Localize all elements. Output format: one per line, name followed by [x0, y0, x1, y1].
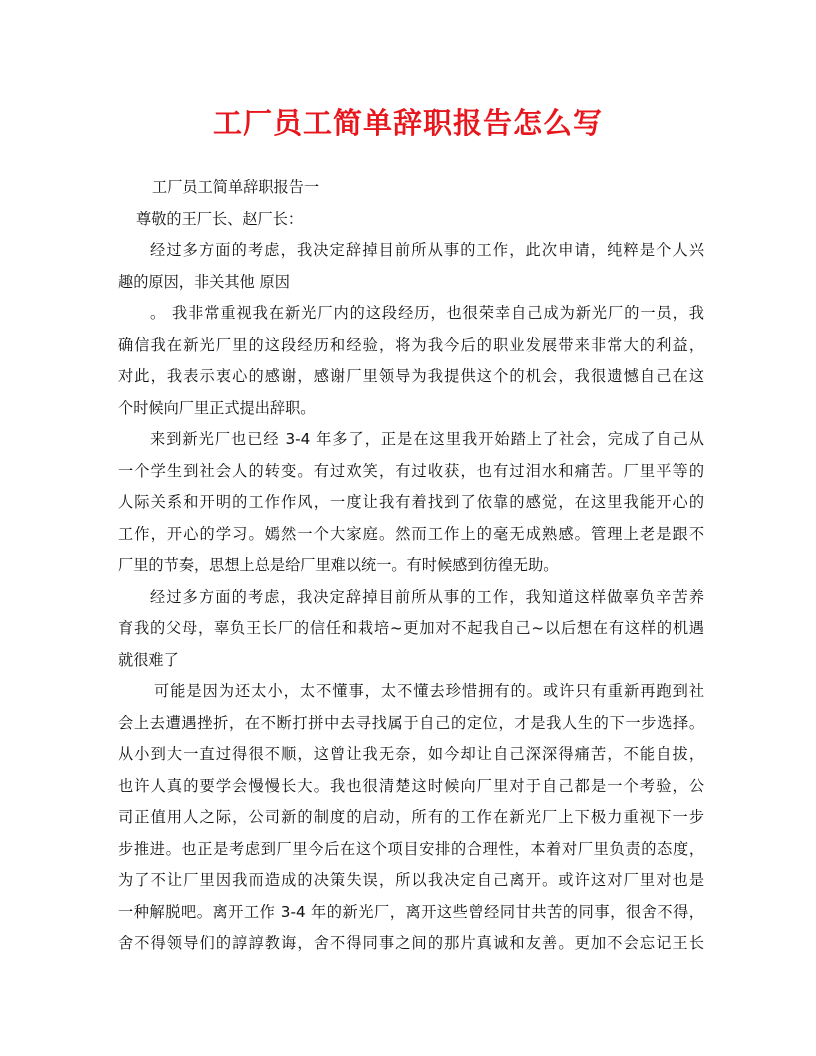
text-line: 从小到大一直过得很不顺，这曾让我无奈，如今却让自己深深得痛苦，不能自拔，	[118, 745, 704, 763]
text-line: 就很难了	[118, 650, 179, 669]
text-line: 对此，我表示衷心的感谢，感谢厂里领导为我提供这个的机会，我很遗憾自己在这	[118, 367, 704, 385]
paragraph-1	[118, 235, 704, 298]
text-line: 确信我在新光厂里的这段经历和经验，将为我今后的职业发展带来非常大的利益，	[118, 335, 704, 354]
paragraph-2	[118, 298, 704, 424]
paragraph-5	[118, 676, 704, 960]
document-title: 工厂员工简单辞职报告怎么写	[212, 106, 603, 140]
text-line: 趣的原因，非关其他 原因	[118, 272, 290, 291]
text-line: 经过多方面的考虑，我决定辞掉目前所从事的工作，我知道这样做辜负辛苦养	[150, 587, 704, 606]
text-line: 来到新光厂也已经 3-4 年多了，正是在这里我开始踏上了社会，完成了自己从	[150, 430, 704, 448]
text-line: 工作，开心的学习。嫣然一个大家庭。然而工作上的毫无成熟感。管理上老是跟不	[118, 524, 704, 543]
text-line: 为了不让厂里因我而造成的决策失误，所以我决定自己离开。或许这对厂里对也是	[118, 871, 704, 889]
section-heading: 工厂员工简单辞职报告一	[152, 178, 320, 196]
text-line: 育我的父母，辜负王长厂的信任和栽培~更加对不起我自己~以后想在有这样的机遇	[118, 619, 704, 637]
text-line: 厂里的节奏，思想上总是给厂里难以统一。有时候感到彷徨无助。	[118, 556, 559, 574]
text-line: 一个学生到社会人的转变。有过欢笑，有过收获，也有过泪水和痛苦。厂里平等的	[118, 461, 704, 480]
text-line: 一种解脱吧。离开工作 3-4 年的新光厂，离开这些曾经同甘共苦的同事，很舍不得，	[118, 902, 704, 921]
paragraph-4	[118, 582, 704, 677]
text-line: 个时候向厂里正式提出辞职。	[118, 398, 316, 417]
salutation: 尊敬的王厂长、赵厂长：	[136, 209, 304, 228]
text-line: 舍不得领导们的諄諄教诲，舍不得同事之间的那片真诚和友善。更加不会忘记王长	[118, 934, 704, 952]
text-line: 。 我非常重视我在新光厂内的这段经历，也很荣幸自己成为新光厂的一员，我	[150, 304, 704, 322]
text-line: 可能是因为还太小，太不懂事，太不懂去珍惜拥有的。或许只有重新再跑到社	[154, 682, 704, 700]
text-line: 会上去遭遇挫折，在不断打拼中去寻找属于自己的定位，才是我人生的下一步选择。	[118, 713, 704, 732]
text-line: 步推进。也正是考虑到厂里今后在这个项目安排的合理性，本着对厂里负责的态度，	[118, 839, 704, 858]
paragraph-3	[118, 424, 704, 582]
text-line: 也许人真的要学会慢慢长大。我也很清楚这时候向厂里对于自己都是一个考验，公	[118, 776, 704, 795]
text-line: 经过多方面的考虑，我决定辞掉目前所从事的工作，此次申请，纯粹是个人兴	[150, 241, 704, 259]
text-line: 司正值用人之际，公司新的制度的启动，所有的工作在新光厂上下极力重视下一步	[118, 808, 704, 826]
text-line: 人际关系和开明的工作作风，一度让我有着找到了依靠的感觉，在这里我能开心的	[118, 493, 704, 511]
document-body	[118, 172, 704, 960]
